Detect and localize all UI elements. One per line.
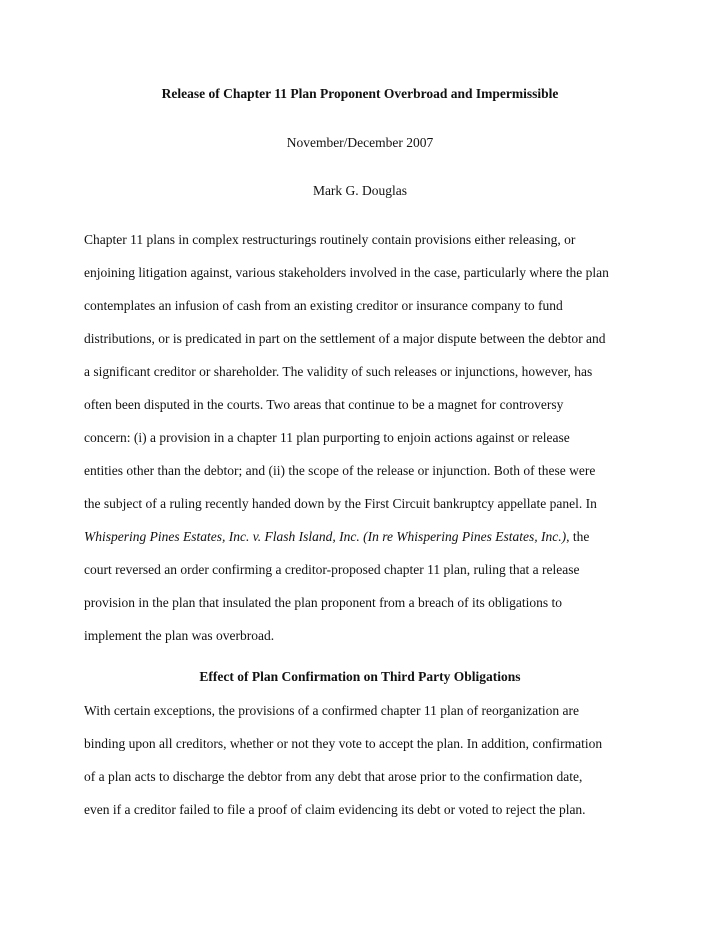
paragraph-line: concern: (i) a provision in a chapter 11 plan purporting to enjoin actions against or release xyxy=(84,430,570,445)
paragraph-line: With certain exceptions, the provisions of a confirmed chapter 11 plan of reorganization are xyxy=(84,703,580,718)
case-citation-line xyxy=(84,527,589,547)
paragraph-line: entities other than the debtor; and (ii) the scope of the release or injunction. Both of these were xyxy=(84,463,596,478)
paragraph-line: a significant creditor or shareholder. The validity of such releases or injunctions, however, has xyxy=(84,364,593,379)
paragraph-line: even if a creditor failed to file a proof of claim evidencing its debt or voted to reject the plan. xyxy=(84,802,586,817)
paragraph-line: court reversed an order confirming a creditor-proposed chapter 11 plan, ruling that a release xyxy=(84,562,580,577)
paragraph-line: Chapter 11 plans in complex restructurings routinely contain provisions either releasing, or xyxy=(84,232,576,247)
document-title: Release of Chapter 11 Plan Proponent Overbroad and Impermissible xyxy=(161,86,559,101)
paragraph-line: often been disputed in the courts. Two areas that continue to be a magnet for controversy xyxy=(84,397,564,412)
paragraph-line: of a plan acts to discharge the debtor from any debt that arose prior to the confirmation date, xyxy=(84,769,583,784)
paragraph-line: distributions, or is predicated in part on the settlement of a major dispute between the debtor and xyxy=(84,331,606,346)
paragraph-line: binding upon all creditors, whether or not they vote to accept the plan. In addition, confirmation xyxy=(84,736,603,751)
author-name: Mark G. Douglas xyxy=(312,183,408,198)
paragraph-line: contemplates an infusion of cash from an existing creditor or insurance company to fund xyxy=(84,298,563,313)
paragraph-line: enjoining litigation against, various stakeholders involved in the case, particularly where the plan xyxy=(84,265,609,280)
case-suffix: , the xyxy=(566,529,590,544)
case-name: Whispering Pines Estates, Inc. v. Flash Island, Inc. (In re Whispering Pines Estates, Inc.) xyxy=(84,529,567,544)
paragraph-line: the subject of a ruling recently handed down by the First Circuit bankruptcy appellate panel. In xyxy=(84,496,597,511)
publication-date: November/December 2007 xyxy=(286,135,434,150)
paragraph-line: provision in the plan that insulated the plan proponent from a breach of its obligations to xyxy=(84,595,563,610)
paragraph-line: implement the plan was overbroad. xyxy=(84,628,275,643)
section-heading: Effect of Plan Confirmation on Third Party Obligations xyxy=(199,669,521,684)
